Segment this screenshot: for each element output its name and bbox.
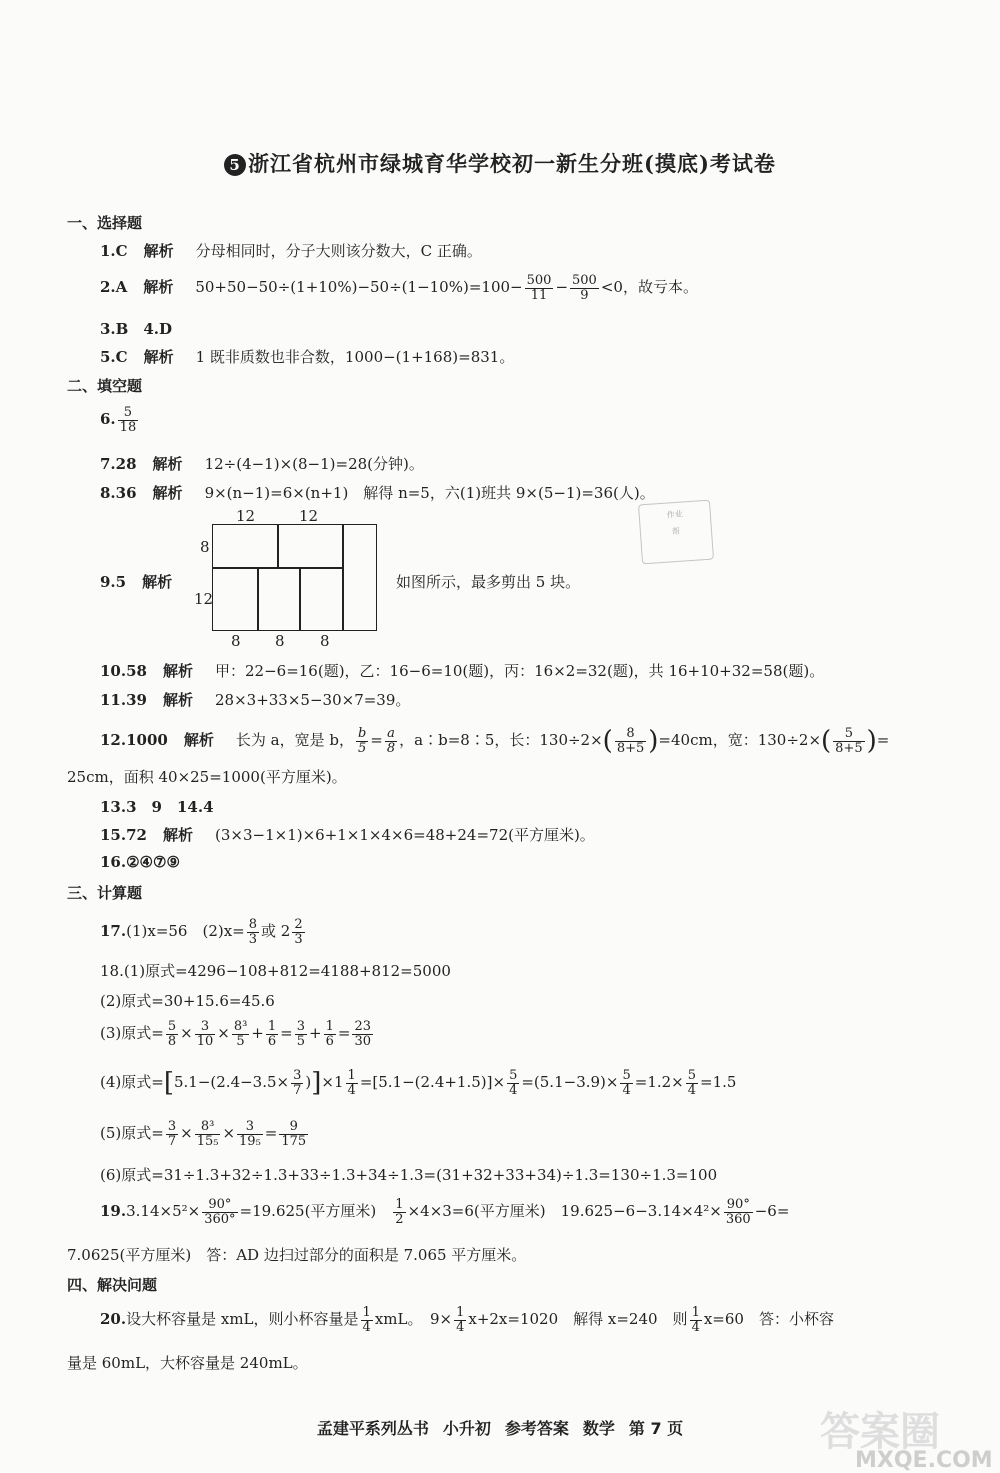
answer-20-cont: 量是 60mL，大杯容量是 240mL。 — [67, 1354, 308, 1372]
answer-9: 9.5 解析 — [100, 573, 173, 591]
answer-20: 20.设大杯容量是 xmL，则小杯容量是 $\frac{1}{4}$ xmL。 9× $\frac{1}{4}$ x+2x=1020 解得 x=240 则 $\frac{1}{4}$ x=60 答：小杯容 — [100, 1305, 834, 1335]
label-left-12: 12 — [194, 590, 214, 608]
answer-18-2: (2)原式=30+15.6=45.6 — [100, 992, 275, 1010]
answer-18-3: (3)原式= $\frac{5}{8}$ × $\frac{3}{10}$ × $\frac{\text{8³}}{5}$ + $\frac{1}{6}$ = $\frac{3}{5}$ + $\frac{1}{6}$ = $\frac{23}{30}$ — [100, 1019, 371, 1049]
label-top-12a: 12 — [236, 507, 256, 525]
label-top-12b: 12 — [299, 507, 319, 525]
answer-16: 16.②④⑦⑨ — [100, 853, 180, 871]
answer-10: 10.58 解析 甲：22−6=16(题)，乙：16−6=10(题)，丙：16×2=32(题)，共 16+10+32=58(题)。 — [100, 662, 825, 680]
watermark-url: MXQE.COM — [855, 1448, 993, 1473]
answer-18-6: (6)原式=31÷1.3+32÷1.3+33÷1.3+34÷1.3=(31+32+33+34)÷1.3=130÷1.3=100 — [100, 1166, 718, 1184]
answer-7: 7.28 解析 12÷(4−1)×(8−1)=28(分钟)。 — [100, 455, 424, 473]
section-problems: 四、解决问题 — [67, 1276, 158, 1294]
label-bottom-8b: 8 — [275, 632, 285, 650]
answer-18-1: 18.(1)原式=4296−108+812=4188+812=5000 — [100, 962, 451, 980]
answer-17: 17.(1)x=56 (2)x= $\frac{8}{3}$ 或 2 $\frac{2}{3}$ — [100, 917, 303, 947]
watermark-logo-icon: 答案圈 — [820, 1409, 940, 1455]
title-number: 5 — [224, 154, 246, 176]
section-fill: 二、填空题 — [67, 377, 143, 395]
answer-2: 2.A 解析 50+50−50÷(1+10%)−50÷(1−10%)=100− $\frac{500}{11}$ − $\frac{500}{9}$ <0，故亏本。 — [100, 273, 698, 303]
answer-12-cont: 25cm，面积 40×25=1000(平方厘米)。 — [67, 768, 347, 786]
answer-15: 15.72 解析 (3×3−1×1)×6+1×1×4×6=48+24=72(平方厘米)。 — [100, 826, 595, 844]
answer-11: 11.39 解析 28×3+33×5−30×7=39。 — [100, 691, 411, 709]
answer-18-5: (5)原式= $\frac{3}{7}$ × $\frac{\text{8³}}{\text{15₅}}$ × $\frac{3}{\text{19₅}}$ = $\frac{9}{175}$ — [100, 1119, 307, 1149]
answer-12: 12.1000 解析 长为 a，宽是 b， $\frac{b}{5}$ = $\frac{a}{8}$ ，a∶b=8∶5，长：130÷2×( $\frac{8}{8+5}$ )=40cm，宽：130÷2×( $\frac{5}{8+5}$ )= — [100, 725, 890, 756]
answer-6: 6. $\frac{5}{18}$ — [100, 405, 137, 435]
page-title: 5 浙江省杭州市绿城育华学校初一新生分班(摸底)考试卷 — [0, 148, 1000, 178]
label-bottom-8a: 8 — [231, 632, 241, 650]
answer-13-14: 13.3 9 14.4 — [100, 798, 214, 816]
page-footer: 孟建平系列丛书 小升初 参考答案 数学 第 7 页 — [316, 1419, 684, 1438]
stamp-icon: 作业 帮 — [638, 500, 714, 565]
answer-3-4: 3.B 4.D — [100, 320, 173, 338]
answer-9-text: 如图所示，最多剪出 5 块。 — [396, 573, 581, 591]
answer-19: 19.3.14×5²× $\frac{90^\circ}{360^\circ}$ =19.625(平方厘米) $\frac{1}{2}$ ×4×3=6(平方厘米) 19.625−6−3.14×4²× $\frac{90^\circ}{360}$ −6= — [100, 1197, 790, 1227]
label-bottom-8c: 8 — [320, 632, 330, 650]
answer-1: 1.C 解析 分母相同时，分子大则该分数大，C 正确。 — [100, 242, 482, 260]
answer-18-4: (4)原式=[5.1−(2.4−3.5× $\frac{3}{7}$ )]×1 $\frac{1}{4}$ =[5.1−(2.4+1.5)]× $\frac{5}{4}$ =(5.1−3.9)× $\frac{5}{4}$ =1.2× $\frac{5}{4}$ =1.5 — [100, 1067, 737, 1098]
answer-8: 8.36 解析 9×(n−1)=6×(n+1) 解得 n=5，六(1)班共 9×(5−1)=36(人)。 — [100, 484, 655, 502]
answer-19-cont: 7.0625(平方厘米) 答：AD 边扫过部分的面积是 7.065 平方厘米。 — [67, 1246, 527, 1264]
label-left-8: 8 — [200, 538, 210, 556]
answer-5: 5.C 解析 1 既非质数也非合数，1000−(1+168)=831。 — [100, 348, 515, 366]
section-choice: 一、选择题 — [67, 214, 143, 232]
section-calc: 三、计算题 — [67, 884, 143, 902]
